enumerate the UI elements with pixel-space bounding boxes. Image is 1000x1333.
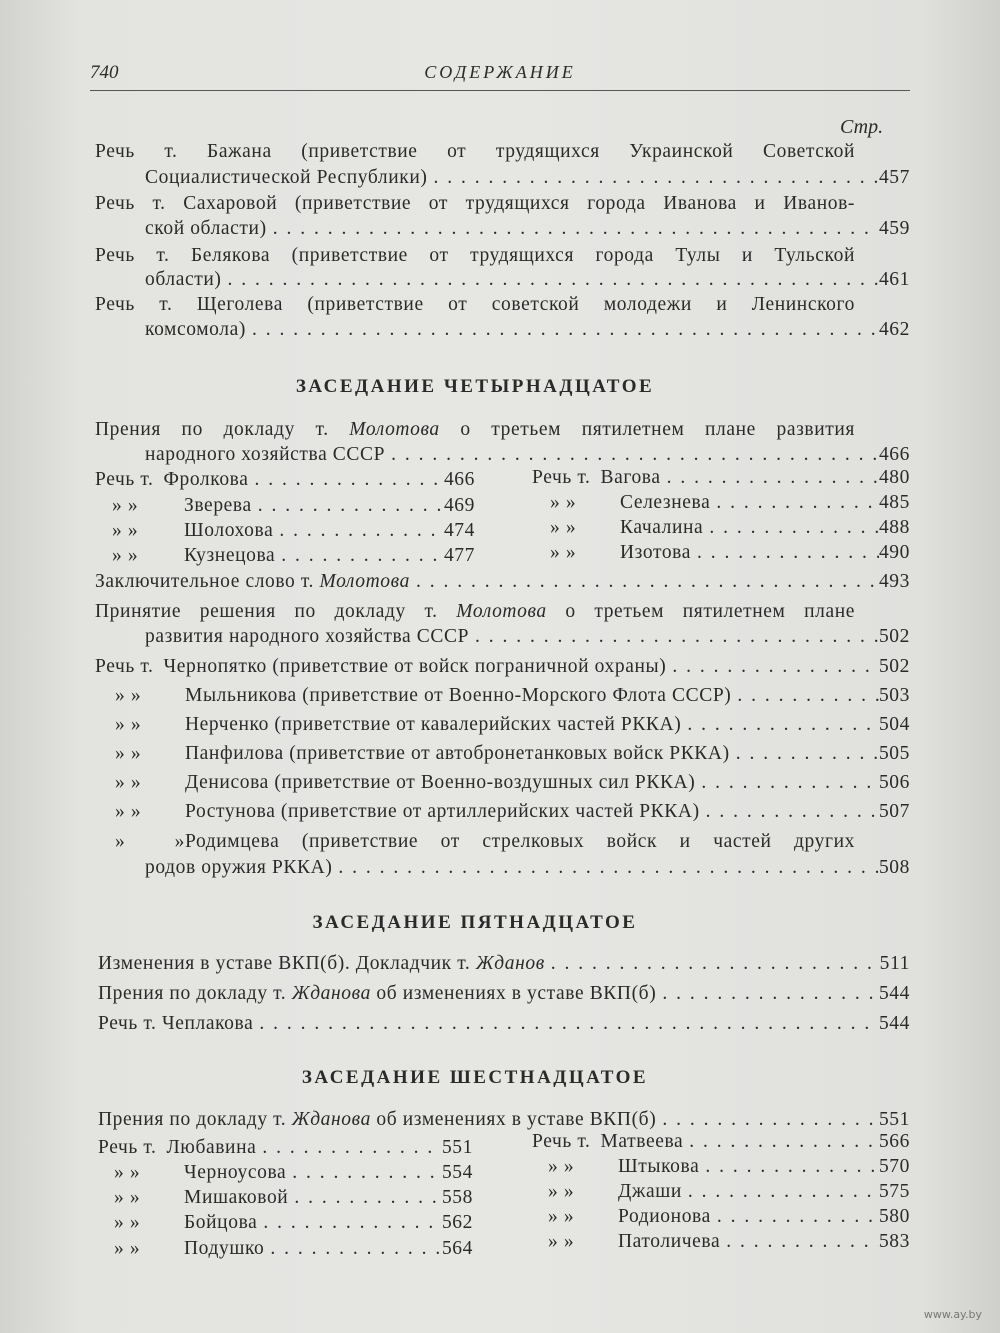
toc-entry-line: Речь т. Бажана (приветствие от трудящихся Украинской Советской: [95, 141, 855, 162]
speaker-entry: » » Изотова . . . 490: [550, 541, 910, 565]
page-number: 740: [90, 62, 119, 83]
toc-entry: Речь т. Чернопятко (приветствие от войск пограничной охраны) . . . 502: [95, 655, 910, 679]
toc-page: 457: [878, 167, 910, 188]
section-heading: ЗАСЕДАНИЕ ЧЕТЫРНАДЦАТОЕ: [295, 376, 655, 397]
toc-entry: [145, 443, 910, 467]
toc-entry-line: Принятие решения по докладу т. Молотова о третьем пятилетнем плане: [95, 601, 856, 622]
toc-page: 459: [878, 218, 910, 239]
speaker-entry: » » Подушко . . . 564: [114, 1237, 473, 1261]
toc-entry: » » Мыльникова (приветствие от Военно-Морского Флота СССР) . . . 503: [115, 684, 910, 708]
toc-entry: » » Панфилова (приветствие от автобронетанковых войск РККА) . . . 505: [115, 742, 910, 766]
toc-page: 462: [878, 319, 910, 340]
speaker-entry: Речь т. Фролкова . . . 466: [95, 468, 475, 492]
toc-page: 466: [878, 444, 910, 465]
toc-entry: Прения по докладу т. Жданова об изменениях в уставе ВКП(б) . . . 544: [98, 982, 910, 1006]
section-heading: ЗАСЕДАНИЕ ШЕСТНАДЦАТОЕ: [301, 1067, 649, 1088]
leader-dots: [221, 268, 878, 292]
toc-entry: Заключительное слово т. Молотова . . . 493: [95, 570, 910, 594]
running-title: СОДЕРЖАНИЕ: [424, 62, 576, 82]
toc-entry: [145, 268, 910, 292]
toc-entry: развития народного хозяйства СССР . . . 502: [145, 625, 910, 649]
speaker-entry: » » Черноусова . . . 554: [114, 1161, 473, 1185]
toc-entry-line: Речь т. Белякова (приветствие от трудящихся города Тулы и Тульской: [95, 245, 855, 266]
watermark: www.ay.by: [923, 1308, 982, 1321]
speaker-entry: » » Мишаковой . . . 558: [114, 1186, 473, 1210]
speaker-entry: » » Бойцова . . . 562: [114, 1211, 473, 1235]
toc-entry-line: Прения по докладу т. Молотова о третьем пятилетнем плане развития: [95, 419, 856, 440]
toc-entry: » » Ростунова (приветствие от артиллерийских частей РККА) . . . 507: [115, 800, 910, 824]
page-header: [90, 62, 910, 91]
toc-entry: Речь т. Чеплакова . . . 544: [98, 1012, 910, 1036]
leader-dots: [267, 217, 879, 241]
toc-entry-text: народного хозяйства СССР: [145, 444, 386, 465]
page-column-label: Стр.: [840, 116, 884, 138]
toc-entry-text: ской области): [145, 218, 267, 239]
toc-entry-text: области): [145, 269, 222, 290]
speaker-entry: » » Качалина . . . 488: [550, 516, 910, 540]
toc-entry: » » Нерченко (приветствие от кавалерийских частей РККА) . . . 504: [115, 713, 910, 737]
toc-entry: [145, 318, 910, 342]
toc-entry: [145, 166, 910, 190]
speaker-entry: » » Селезнева . . . 485: [550, 491, 910, 515]
leader-dots: [385, 443, 879, 467]
toc-entry-line: Речь т. Сахаровой (приветствие от трудящихся города Иванова и Иванов-: [95, 193, 855, 214]
section-heading: ЗАСЕДАНИЕ ПЯТНАДЦАТОЕ: [312, 912, 638, 933]
toc-entry: Изменения в уставе ВКП(б). Докладчик т. Жданов . . . 511: [98, 952, 910, 976]
speaker-entry: » » Штыкова . . . 570: [548, 1155, 910, 1179]
toc-entry: [145, 217, 910, 241]
speaker-entry: Речь т. Любавина . . . 551: [98, 1136, 473, 1160]
speaker-entry: » » Шолохова . . . 474: [112, 519, 475, 543]
toc-page: 461: [878, 269, 910, 290]
speaker-entry: » » Родионова . . . 580: [548, 1205, 910, 1229]
speaker-entry: » » Патоличева . . . 583: [548, 1230, 910, 1254]
speaker-entry: » » Зверева . . . 469: [112, 494, 475, 518]
toc-entry-text: комсомола): [145, 319, 246, 340]
toc-entry-line: » »Родимцева (приветствие от стрелковых войск и частей других: [115, 831, 855, 852]
leader-dots: [428, 166, 879, 190]
toc-entry-text: Социалистической Республики): [145, 167, 428, 188]
speaker-entry: » » Кузнецова . . . 477: [112, 544, 475, 568]
toc-entry: родов оружия РККА) . . . 508: [145, 856, 910, 880]
speaker-entry: Речь т. Матвеева . . . 566: [532, 1130, 910, 1154]
toc-entry: Прения по докладу т. Жданова об изменениях в уставе ВКП(б) . . . 551: [98, 1108, 910, 1132]
leader-dots: [246, 318, 879, 342]
speaker-entry: Речь т. Вагова . . . 480: [532, 466, 910, 490]
toc-entry: » » Денисова (приветствие от Военно-воздушных сил РККА) . . . 506: [115, 771, 910, 795]
speaker-entry: » » Джаши . . . 575: [548, 1180, 910, 1204]
toc-entry-line: Речь т. Щеголева (приветствие от советской молодежи и Ленинского: [95, 294, 855, 315]
